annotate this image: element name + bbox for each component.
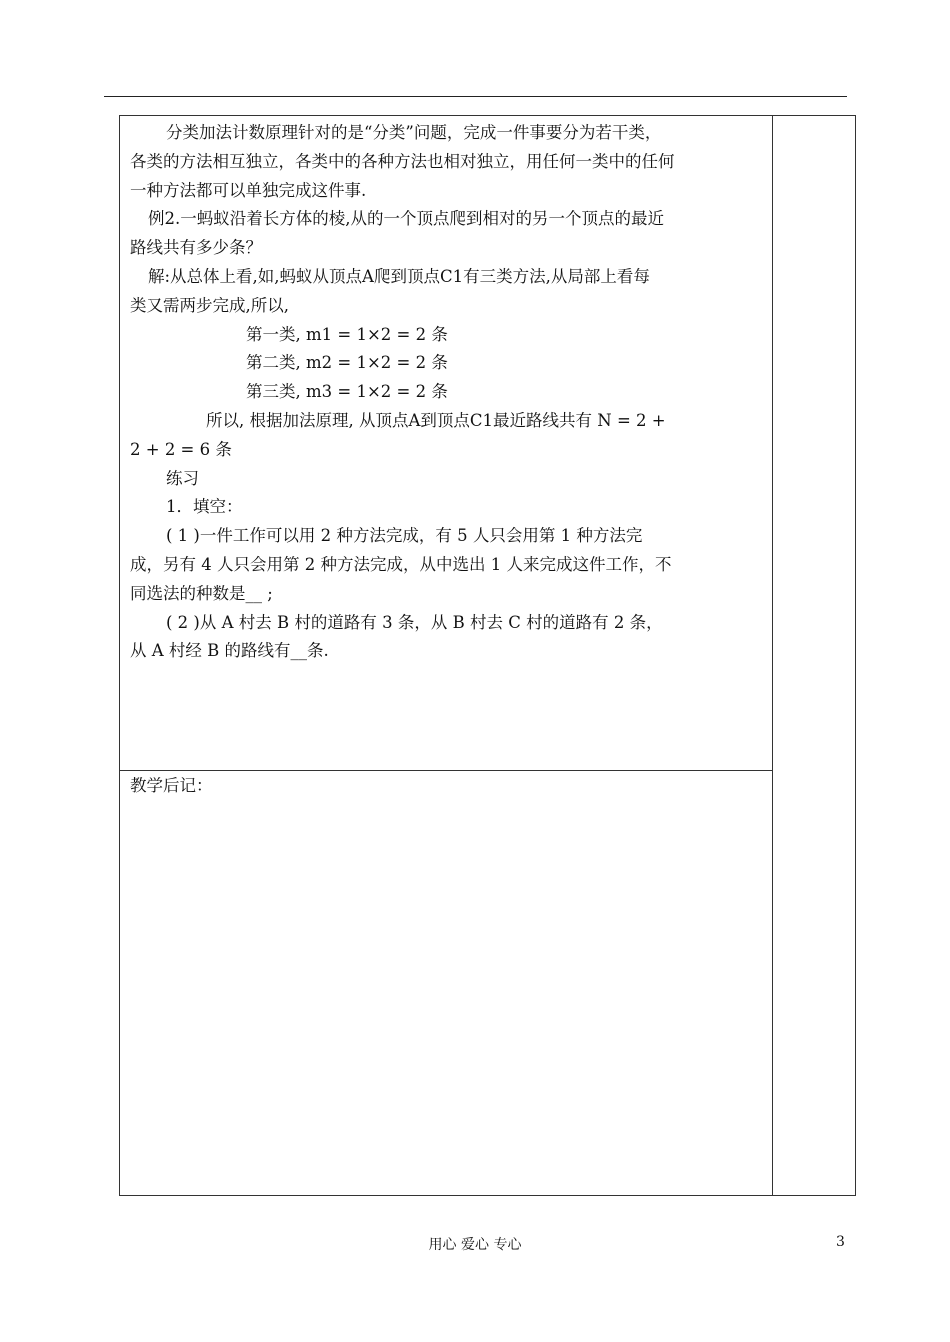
conclusion-line: 所以, 根据加法原理, 从顶点A到顶点C1最近路线共有 N = 2 +	[206, 410, 666, 430]
case-line-1: 第一类, m1 = 1×2 = 2 条	[246, 324, 448, 344]
lesson-table	[119, 115, 856, 1196]
case-line-3: 第三类, m3 = 1×2 = 2 条	[246, 382, 448, 402]
question-1-line: ( 1 )一件工作可以用 2 种方法完成，有 5 人只会用第 1 种方法完	[166, 526, 643, 546]
principle-line: 分类加法计数原理针对的是“分类”问题，完成一件事要分为若干类，	[166, 123, 662, 142]
page-number: 3	[836, 1234, 845, 1250]
principle-line: 一种方法都可以单独完成这件事.	[130, 180, 367, 200]
teaching-notes-label: 教学后记：	[130, 776, 213, 795]
conclusion-line: 2 + 2 = 6 条	[130, 439, 232, 459]
footer-motto: 用心 爱心 专心	[428, 1237, 522, 1253]
principle-line: 各类的方法相互独立，各类中的各种方法也相对独立，用任何一类中的任何	[130, 151, 675, 171]
case-line-2: 第二类, m2 = 1×2 = 2 条	[246, 353, 448, 373]
example-line: 例2.一蚂蚁沿着长方体的棱,从的一个顶点爬到相对的另一个顶点的最近	[148, 209, 664, 229]
practice-heading: 练习	[166, 468, 199, 488]
table-row-divider	[120, 770, 773, 771]
question-1-line: 成，另有 4 人只会用第 2 种方法完成，从中选出 1 人来完成这件工作，不	[130, 554, 672, 574]
solution-line: 类又需两步完成,所以,	[130, 295, 289, 315]
question-1-line: 同选法的种数是__ ;	[130, 583, 273, 603]
header-rule	[104, 96, 847, 97]
question-2-line: ( 2 )从 A 村去 B 村的道路有 3 条，从 B 村去 C 村的道路有 2 条，	[166, 612, 663, 632]
solution-line: 解:从总体上看,如,蚂蚁从顶点A爬到顶点C1有三类方法,从局部上看每	[148, 266, 650, 286]
example-line: 路线共有多少条？	[130, 238, 262, 258]
table-column-divider	[772, 116, 773, 1195]
lesson-content	[130, 119, 764, 666]
question-2-line: 从 A 村经 B 的路线有__条.	[130, 641, 329, 661]
question-heading: 1．填空：	[166, 497, 243, 517]
